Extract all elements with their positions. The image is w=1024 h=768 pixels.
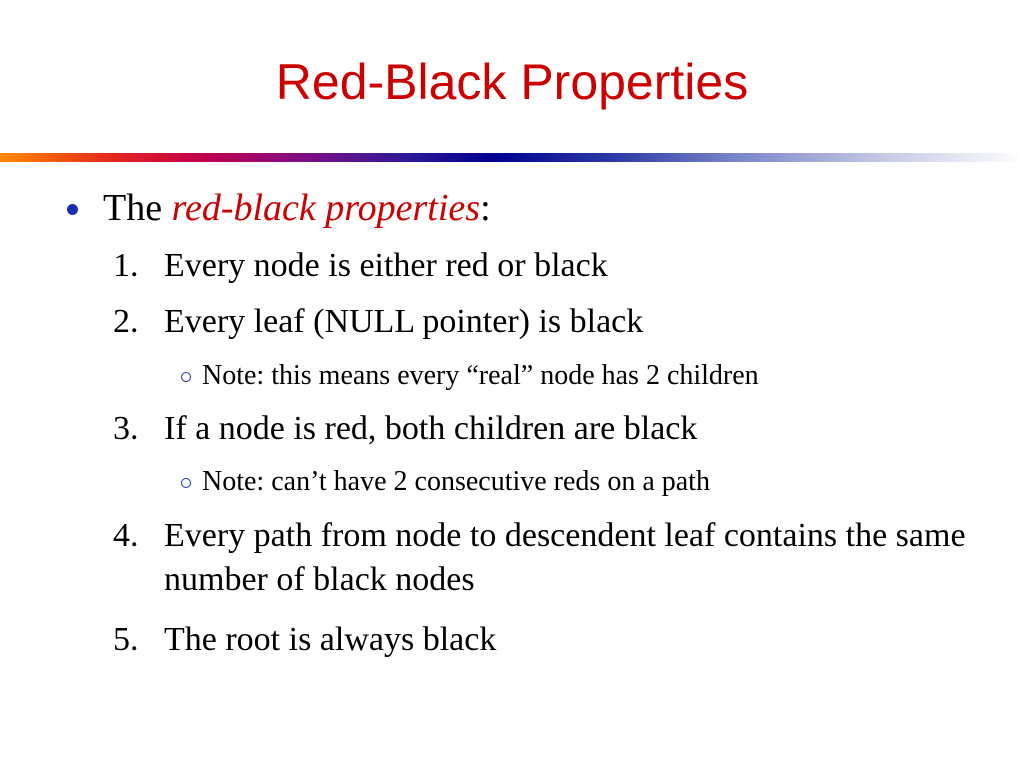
property-text: Every leaf (NULL pointer) is black: [164, 303, 644, 340]
property-number: 4.: [113, 517, 139, 554]
main-bullet-text: [103, 183, 491, 233]
note-text: Note: can’t have 2 consecutive reds on a path: [202, 466, 710, 497]
title-gradient-divider: [0, 153, 1024, 162]
property-number: 1.: [113, 247, 139, 284]
property-number: 5.: [113, 621, 139, 658]
main-bullet-lead: The: [103, 187, 172, 229]
property-text: If a node is red, both children are black: [164, 410, 698, 447]
main-bullet-trail: :: [480, 187, 491, 229]
main-bullet-emphasis: red-black properties: [171, 187, 481, 229]
property-text: Every node is either red or black: [164, 247, 608, 284]
hollow-circle-bullet-icon: [181, 372, 191, 382]
property-text: Every path from node to descendent leaf contains the same number of black nodes: [164, 517, 966, 598]
property-text: The root is always black: [164, 621, 497, 658]
property-number: 2.: [113, 303, 139, 340]
property-number: 3.: [113, 410, 139, 447]
main-bullet: [0, 183, 1024, 233]
hollow-circle-bullet-icon: [181, 478, 191, 488]
slide-title: Red-Black Properties: [275, 54, 749, 110]
filled-circle-bullet-icon: [67, 204, 78, 215]
note-text: Note: this means every “real” node has 2 children: [202, 360, 759, 391]
